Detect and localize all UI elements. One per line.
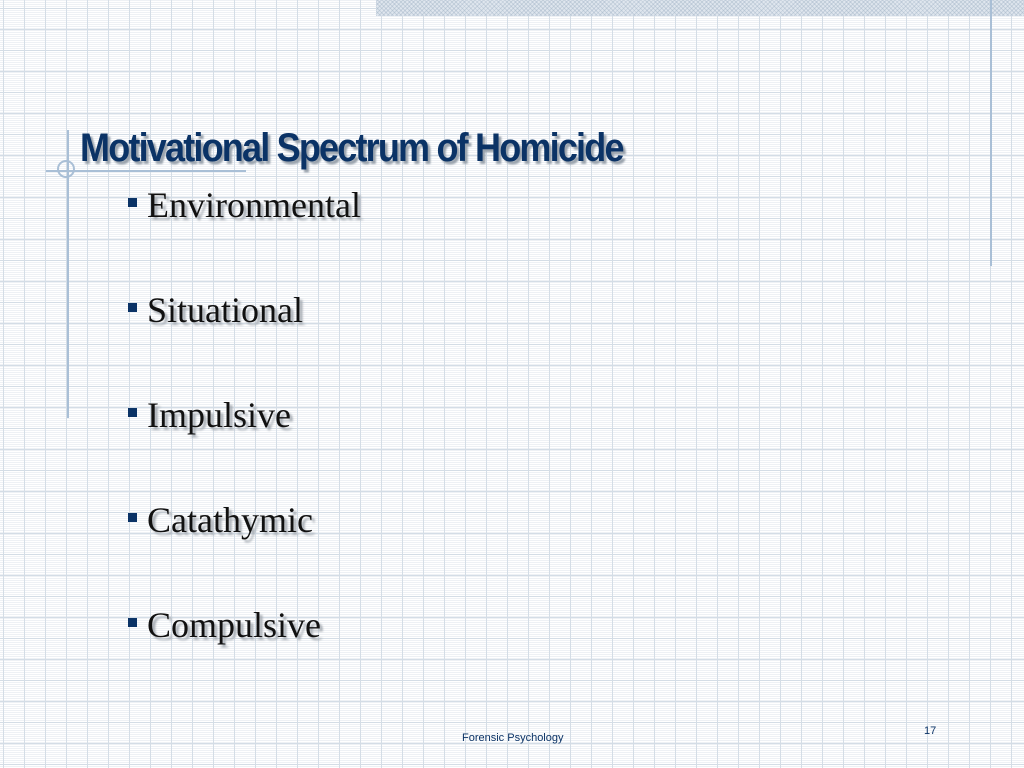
bullet-text: Environmental	[147, 185, 361, 225]
bullet-text: Impulsive	[147, 395, 291, 435]
bullet-item-environmental	[128, 184, 361, 289]
top-decorative-band	[376, 0, 1024, 16]
bullet-list	[128, 184, 361, 709]
bullet-item-situational	[128, 289, 361, 394]
square-bullet-icon	[128, 408, 137, 417]
bullet-text: Catathymic	[147, 500, 313, 540]
square-bullet-icon	[128, 303, 137, 312]
slide-page-number: 17	[924, 725, 937, 737]
bullet-text: Situational	[147, 290, 303, 330]
square-bullet-icon	[128, 618, 137, 627]
slide-title: Motivational Spectrum of Homicide	[80, 126, 623, 170]
bullet-item-catathymic	[128, 499, 361, 604]
square-bullet-icon	[128, 513, 137, 522]
bullet-item-impulsive	[128, 394, 361, 499]
crosshair-circle-icon	[57, 160, 75, 178]
slide-footer: Forensic Psychology	[462, 732, 564, 744]
right-accent-rule	[990, 0, 992, 266]
square-bullet-icon	[128, 198, 137, 207]
bullet-item-compulsive	[128, 604, 361, 709]
bullet-text: Compulsive	[147, 605, 322, 645]
